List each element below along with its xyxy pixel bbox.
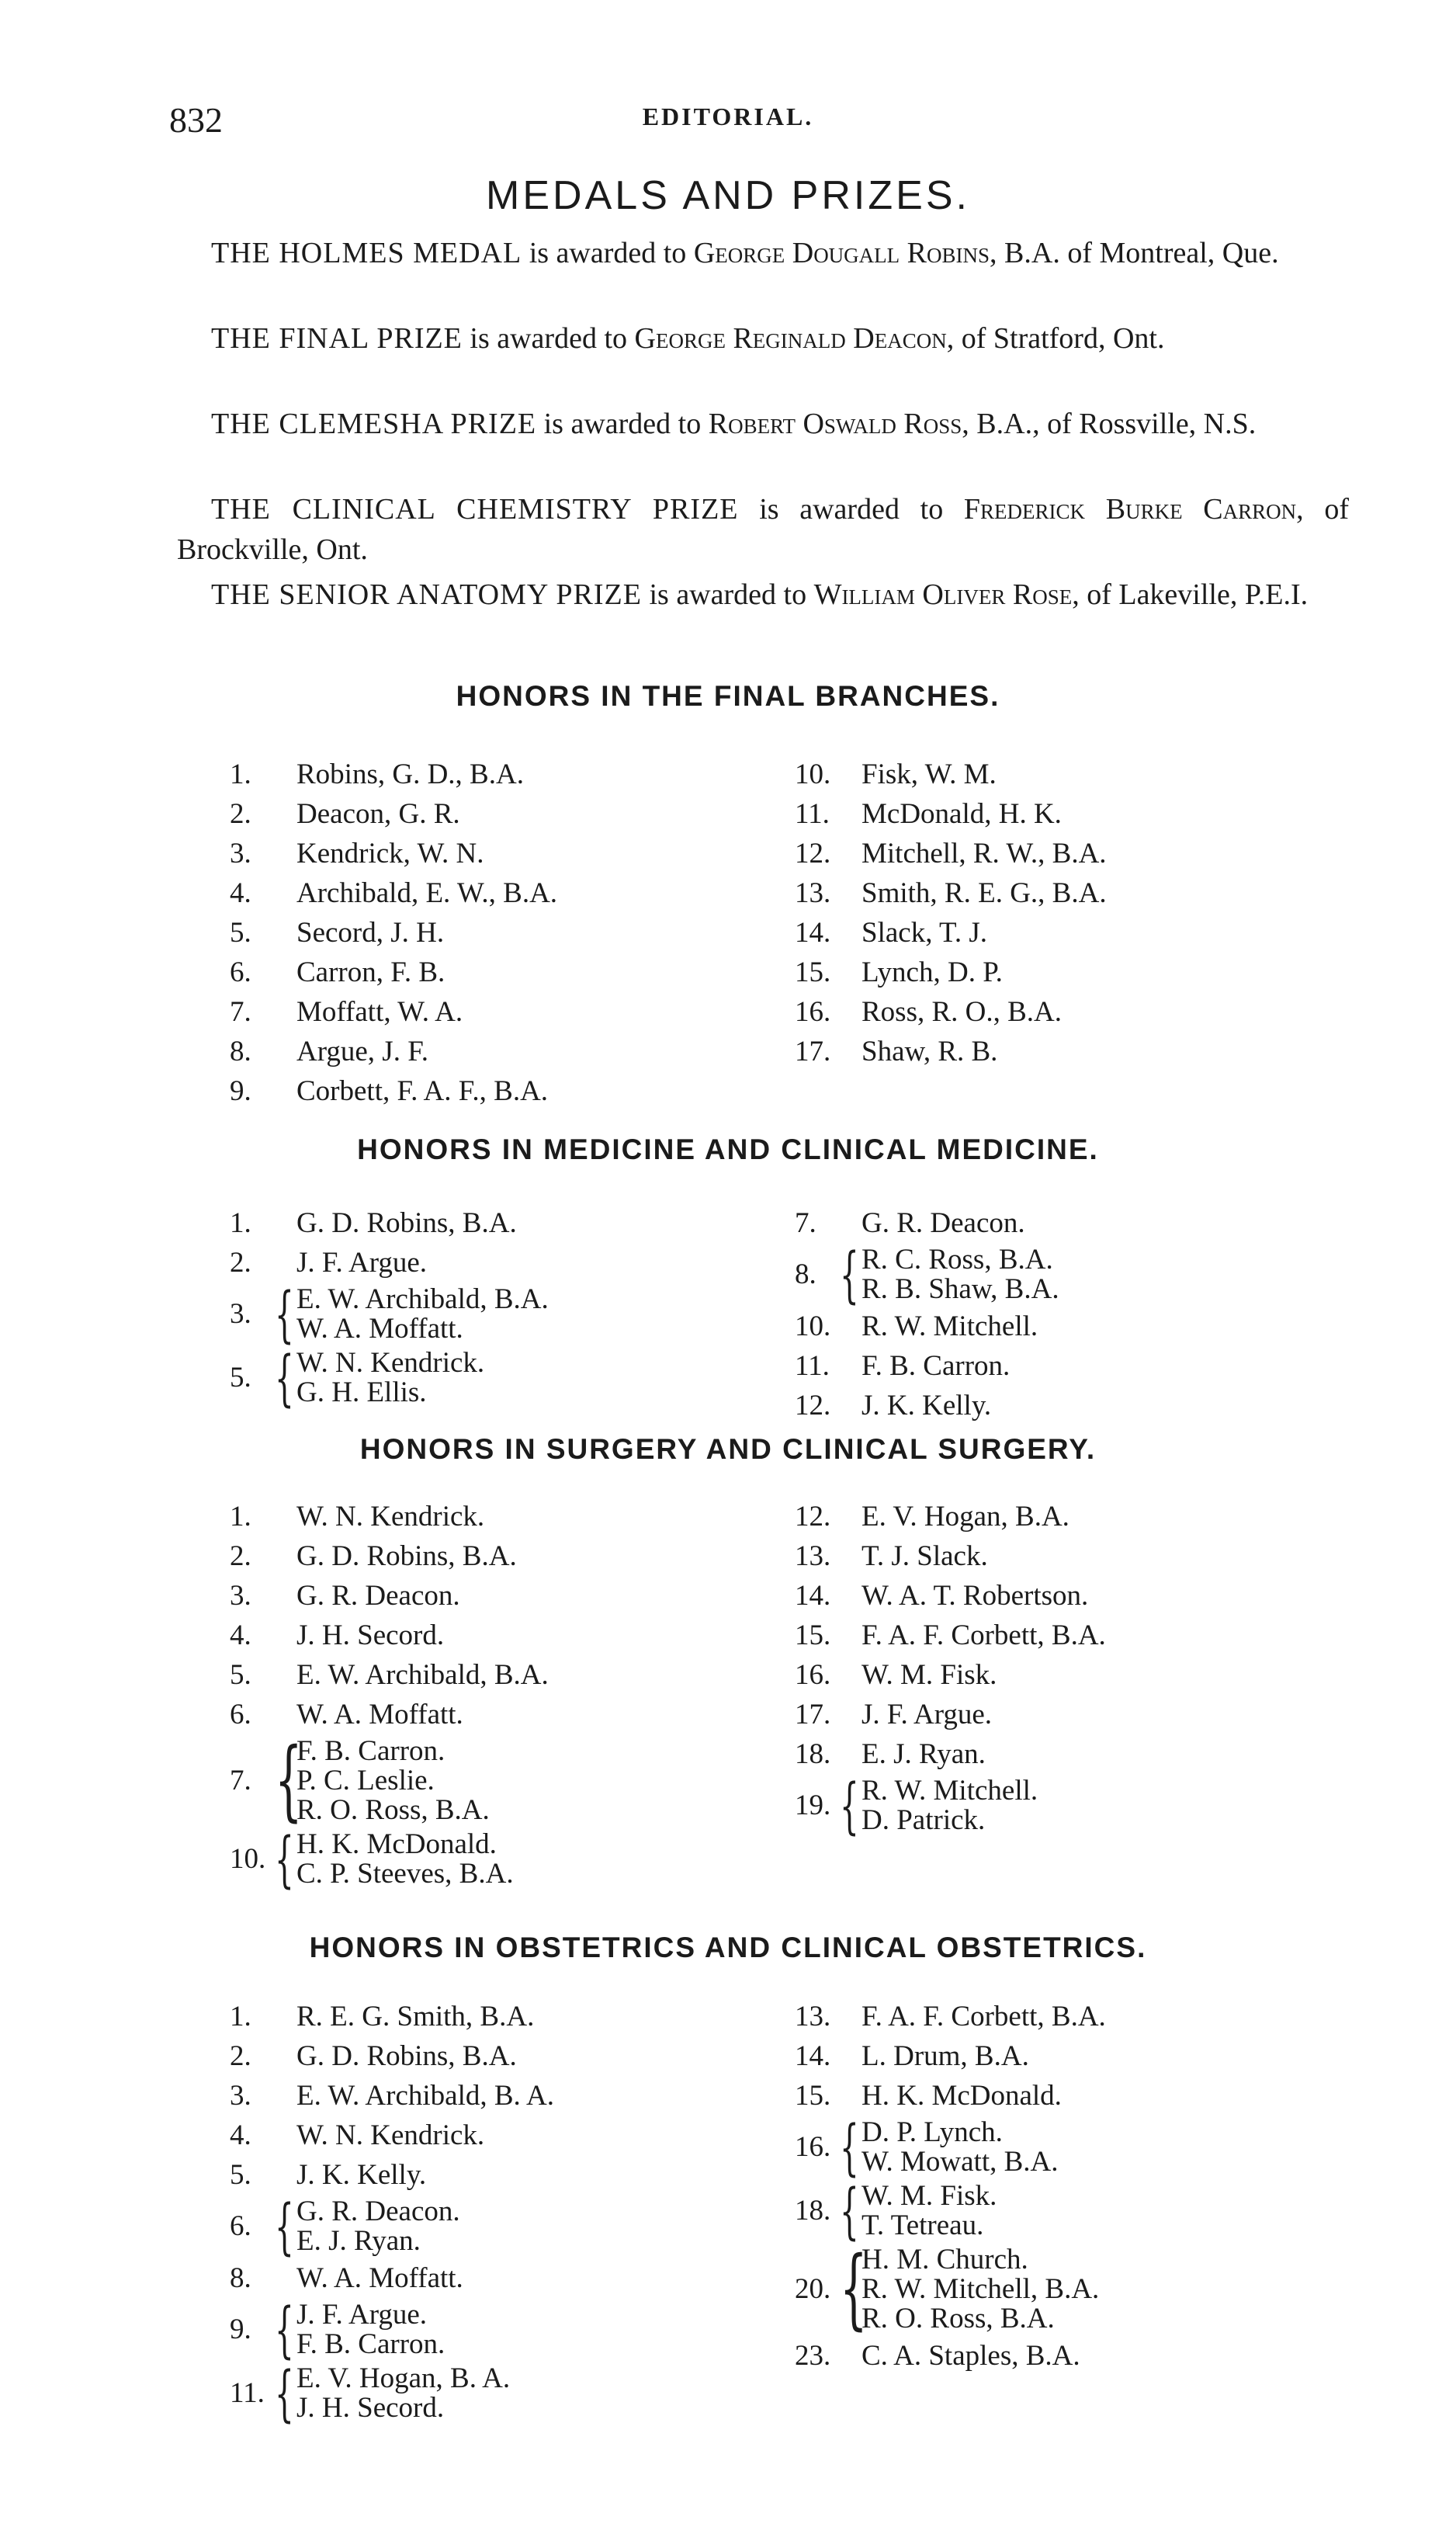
rank-number: 17. [795, 1699, 831, 1730]
ranked-name: R. O. Ross, B.A. [861, 2303, 1055, 2334]
ranked-row [795, 834, 1323, 873]
ranked-row [795, 755, 1323, 794]
ranked-row [230, 2116, 757, 2155]
ranked-name: E. W. Archibald, B.A. [296, 1283, 549, 1315]
ranked-row [230, 1997, 757, 2036]
ranked-name: J. H. Secord. [296, 2392, 445, 2424]
rank-number: 7. [795, 1207, 816, 1239]
ranked-row [795, 1695, 1323, 1734]
ranked-row [230, 992, 757, 1032]
ranked-name: R. C. Ross, B.A. [861, 1244, 1053, 1276]
ranked-group [230, 2192, 757, 2262]
ranked-row [795, 794, 1323, 834]
ranked-row [230, 913, 757, 953]
brace-icon: { [275, 1344, 294, 1414]
rank-number: 11. [230, 2377, 265, 2409]
ranked-name: W. A. Moffatt. [296, 1313, 463, 1345]
ranked-name: McDonald, H. K. [861, 798, 1062, 830]
ranked-name: W. M. Fisk. [861, 1659, 997, 1691]
brace-icon: { [275, 1825, 294, 1895]
rank-number: 15. [795, 956, 831, 988]
rank-number: 17. [795, 1036, 831, 1067]
prize-paragraph [177, 574, 1349, 615]
ranked-row [230, 873, 757, 913]
brace-icon: { [275, 1730, 303, 1831]
ranked-name: W. A. Moffatt. [296, 1699, 463, 1730]
ranked-row [230, 1032, 757, 1071]
prize-rest: , of Lakeville, P.E.I. [1072, 578, 1309, 611]
rank-number: 1. [230, 758, 251, 790]
ranked-row [230, 1497, 757, 1536]
ranked-name: E. J. Ryan. [861, 1738, 986, 1770]
final-left-column [230, 755, 757, 1111]
rank-number: 3. [230, 1580, 251, 1612]
ranked-name: F. A. F. Corbett, B.A. [861, 1619, 1106, 1651]
ranked-name: F. B. Carron. [296, 1735, 445, 1767]
ranked-name: T. Tetreau. [861, 2209, 984, 2241]
running-head: EDITORIAL. [642, 102, 814, 130]
rank-number: 4. [230, 877, 251, 909]
rank-number: 3. [230, 1298, 251, 1330]
ranked-row [230, 1576, 757, 1616]
ranked-row [230, 2258, 757, 2298]
ranked-name: H. M. Church. [861, 2244, 1028, 2275]
prize-winner: Frederick Burke Carron [963, 493, 1297, 526]
rank-number: 10. [795, 758, 831, 790]
ranked-row [230, 1695, 757, 1734]
ranked-name: C. A. Staples, B.A. [861, 2340, 1080, 2372]
prize-rest: , of Stratford, Ont. [946, 322, 1165, 355]
rank-number: 10. [230, 1843, 266, 1875]
ranked-name: J. H. Secord. [296, 1619, 445, 1651]
ranked-group [230, 1825, 757, 1895]
ranked-row [795, 1997, 1323, 2036]
page-title: MEDALS AND PRIZES. [486, 173, 970, 218]
ranked-row [230, 1655, 757, 1695]
ranked-row [795, 1307, 1323, 1346]
rank-number: 9. [230, 1075, 251, 1107]
rank-number: 4. [230, 1619, 251, 1651]
rank-number: 15. [795, 2080, 831, 2112]
rank-number: 6. [230, 956, 251, 988]
ranked-name: L. Drum, B.A. [861, 2040, 1029, 2072]
section-title-surgery: HONORS IN SURGERY AND CLINICAL SURGERY. [359, 1433, 1097, 1465]
prize-paragraph [177, 404, 1349, 444]
brace-icon: { [275, 2192, 294, 2262]
ranked-name: R. W. Mitchell, B.A. [861, 2273, 1100, 2305]
ranked-row [795, 953, 1323, 992]
rank-number: 5. [230, 2159, 251, 2191]
rank-number: 3. [230, 2080, 251, 2112]
brace-icon: { [840, 1241, 859, 1310]
ranked-name: Mitchell, R. W., B.A. [861, 838, 1107, 870]
ranked-group [795, 2177, 1323, 2247]
ranked-name: R. B. Shaw, B.A. [861, 1273, 1059, 1305]
prize-rest: , B.A. of Montreal, Que. [990, 237, 1279, 269]
ranked-name: H. K. McDonald. [296, 1828, 497, 1860]
rank-number: 5. [230, 1659, 251, 1691]
ranked-name: Shaw, R. B. [861, 1036, 998, 1067]
ranked-row [795, 1616, 1323, 1655]
rank-number: 14. [795, 2040, 831, 2072]
rank-number: 18. [795, 1738, 831, 1770]
prize-name: THE CLINICAL CHEMISTRY PRIZE [211, 493, 739, 526]
ranked-group [230, 2296, 757, 2366]
ranked-name: G. D. Robins, B.A. [296, 1207, 517, 1239]
page-header [0, 99, 1456, 146]
prize-name: THE SENIOR ANATOMY PRIZE [211, 578, 642, 611]
ranked-row [795, 1655, 1323, 1695]
ranked-name: W. Mowatt, B.A. [861, 2146, 1059, 2178]
ranked-name: R. W. Mitchell. [861, 1775, 1038, 1807]
prize-winner: Robert Oswald Ross [708, 408, 962, 440]
prize-winner: George Reginald Deacon [634, 322, 947, 355]
ranked-name: J. F. Argue. [861, 1699, 993, 1730]
ranked-name: C. P. Steeves, B.A. [296, 1858, 514, 1890]
ranked-name: Fisk, W. M. [861, 758, 997, 790]
ranked-name: E. V. Hogan, B.A. [861, 1501, 1069, 1533]
prize-text: is awarded to [649, 578, 807, 611]
ranked-name: Corbett, F. A. F., B.A. [296, 1075, 549, 1107]
ranked-row [795, 873, 1323, 913]
ranked-name: Robins, G. D., B.A. [296, 758, 524, 790]
rank-number: 23. [795, 2340, 831, 2372]
ranked-name: F. B. Carron. [861, 1350, 1011, 1382]
prize-paragraph [177, 489, 1349, 570]
ranked-name: J. F. Argue. [296, 2299, 428, 2331]
ranked-row [795, 1032, 1323, 1071]
ranked-row [230, 1616, 757, 1655]
rank-number: 7. [230, 1765, 251, 1796]
prize-text: is awarded to [529, 237, 687, 269]
brace-icon: { [275, 2296, 294, 2366]
rank-number: 11. [795, 1350, 830, 1382]
rank-number: 15. [795, 1619, 831, 1651]
ranked-name: J. K. Kelly. [296, 2159, 427, 2191]
rank-number: 14. [795, 1580, 831, 1612]
ranked-name: H. K. McDonald. [861, 2080, 1062, 2112]
ranked-name: Moffatt, W. A. [296, 996, 463, 1028]
ranked-name: J. K. Kelly. [861, 1390, 992, 1421]
section-title-final: HONORS IN THE FINAL BRANCHES. [456, 680, 1000, 712]
ranked-row [230, 953, 757, 992]
rank-number: 8. [795, 1258, 816, 1290]
rank-number: 16. [795, 996, 831, 1028]
section-title-obstetrics: HONORS IN OBSTETRICS AND CLINICAL OBSTETRICS. [309, 1932, 1147, 1963]
ranked-row [795, 1576, 1323, 1616]
ranked-group [795, 1772, 1323, 1841]
surgery-right-column [795, 1497, 1323, 1841]
ranked-name: W. M. Fisk. [861, 2180, 997, 2212]
rank-number: 2. [230, 1540, 251, 1572]
ranked-row [795, 1734, 1323, 1774]
page-number: 832 [169, 100, 223, 140]
ranked-group [230, 2359, 757, 2429]
ranked-name: Archibald, E. W., B.A. [296, 877, 558, 909]
rank-number: 8. [230, 2262, 251, 2294]
ranked-name: Smith, R. E. G., B.A. [861, 877, 1107, 909]
rank-number: 1. [230, 2001, 251, 2032]
rank-number: 16. [795, 2131, 831, 2163]
brace-icon: { [840, 2113, 859, 2183]
ranked-row [795, 992, 1323, 1032]
rank-number: 5. [230, 917, 251, 949]
ranked-name: G. H. Ellis. [296, 1376, 427, 1408]
rank-number: 1. [230, 1501, 251, 1533]
prize-text: is awarded to [759, 493, 944, 526]
ranked-row [230, 1203, 757, 1243]
rank-number: 8. [230, 1036, 251, 1067]
ranked-name: D. Patrick. [861, 1804, 986, 1836]
ranked-name: F. A. F. Corbett, B.A. [861, 2001, 1106, 2032]
ranked-row [795, 1386, 1323, 1425]
rank-number: 9. [230, 2314, 251, 2345]
ranked-row [230, 755, 757, 794]
rank-number: 2. [230, 798, 251, 830]
ranked-group [795, 2238, 1323, 2339]
prize-rest: , B.A., of Rossville, N.S. [962, 408, 1257, 440]
ranked-row [230, 2076, 757, 2116]
rank-number: 12. [795, 1501, 831, 1533]
ranked-name: Carron, F. B. [296, 956, 445, 988]
prize-name: THE HOLMES MEDAL [211, 237, 522, 269]
ranked-group [230, 1344, 757, 1414]
surgery-left-column [230, 1497, 757, 1895]
ranked-group [795, 1241, 1323, 1310]
brace-icon: { [840, 2177, 859, 2247]
rank-number: 4. [230, 2119, 251, 2151]
obstetrics-right-column [795, 1997, 1323, 2376]
rank-number: 10. [795, 1310, 831, 1342]
ranked-name: E. V. Hogan, B. A. [296, 2362, 511, 2394]
ranked-name: E. W. Archibald, B.A. [296, 1659, 549, 1691]
ranked-row [230, 1071, 757, 1111]
ranked-name: P. C. Leslie. [296, 1765, 435, 1796]
rank-number: 11. [795, 798, 830, 830]
ranked-name: R. E. G. Smith, B.A. [296, 2001, 535, 2032]
ranked-row [230, 2155, 757, 2195]
rank-number: 13. [795, 2001, 831, 2032]
ranked-name: R. O. Ross, B.A. [296, 1794, 490, 1826]
prize-name: THE CLEMESHA PRIZE [211, 408, 537, 440]
brace-icon: { [275, 1280, 294, 1350]
rank-number: 13. [795, 1540, 831, 1572]
ranked-row [795, 2336, 1323, 2376]
section-title-medicine: HONORS IN MEDICINE AND CLINICAL MEDICINE. [357, 1133, 1099, 1165]
ranked-group [795, 2113, 1323, 2183]
ranked-name: W. A. Moffatt. [296, 2262, 463, 2294]
ranked-row [795, 2036, 1323, 2076]
ranked-name: W. N. Kendrick. [296, 1347, 485, 1379]
ranked-name: G. R. Deacon. [296, 2196, 460, 2227]
ranked-name: J. F. Argue. [296, 1247, 428, 1279]
ranked-row [795, 1203, 1323, 1243]
prize-text: is awarded to [470, 322, 628, 355]
medicine-right-column [795, 1203, 1323, 1425]
ranked-name: Argue, J. F. [296, 1036, 429, 1067]
obstetrics-left-column [230, 1997, 757, 2429]
rank-number: 12. [795, 1390, 831, 1421]
prize-paragraph [177, 233, 1349, 273]
rank-number: 2. [230, 1247, 251, 1279]
rank-number: 6. [230, 2210, 251, 2242]
ranked-row [230, 2036, 757, 2076]
prize-winner: William Oliver Rose [813, 578, 1073, 611]
ranked-name: Lynch, D. P. [861, 956, 1003, 988]
ranked-name: G. D. Robins, B.A. [296, 2040, 517, 2072]
ranked-name: G. D. Robins, B.A. [296, 1540, 517, 1572]
ranked-name: W. N. Kendrick. [296, 1501, 485, 1533]
brace-icon: { [275, 2359, 294, 2429]
rank-number: 20. [795, 2273, 831, 2305]
ranked-group [230, 1730, 757, 1831]
rank-number: 12. [795, 838, 831, 870]
ranked-name: Slack, T. J. [861, 917, 988, 949]
ranked-row [230, 1536, 757, 1576]
rank-number: 13. [795, 877, 831, 909]
ranked-name: W. N. Kendrick. [296, 2119, 485, 2151]
rank-number: 1. [230, 1207, 251, 1239]
rank-number: 19. [795, 1789, 831, 1821]
rank-number: 5. [230, 1362, 251, 1394]
prize-rest: , of Brockville, Ont. [177, 493, 1349, 566]
ranked-name: Secord, J. H. [296, 917, 445, 949]
rank-number: 14. [795, 917, 831, 949]
ranked-name: F. B. Carron. [296, 2328, 445, 2360]
rank-number: 7. [230, 996, 251, 1028]
ranked-row [795, 1346, 1323, 1386]
ranked-row [795, 1497, 1323, 1536]
rank-number: 2. [230, 2040, 251, 2072]
ranked-name: Ross, R. O., B.A. [861, 996, 1063, 1028]
ranked-name: E. W. Archibald, B. A. [296, 2080, 554, 2112]
ranked-row [230, 834, 757, 873]
ranked-row [795, 913, 1323, 953]
medicine-left-column [230, 1203, 757, 1414]
ranked-row [795, 1536, 1323, 1576]
ranked-name: R. W. Mitchell. [861, 1310, 1038, 1342]
rank-number: 3. [230, 838, 251, 870]
prize-text: is awarded to [543, 408, 702, 440]
ranked-name: D. P. Lynch. [861, 2116, 1003, 2148]
ranked-group [230, 1280, 757, 1350]
ranked-name: G. R. Deacon. [296, 1580, 460, 1612]
rank-number: 18. [795, 2195, 831, 2227]
rank-number: 16. [795, 1659, 831, 1691]
prize-paragraph [177, 318, 1349, 359]
ranked-name: T. J. Slack. [861, 1540, 988, 1572]
ranked-row [230, 794, 757, 834]
prize-winner: George Dougall Robins [693, 237, 990, 269]
ranked-name: Deacon, G. R. [296, 798, 460, 830]
rank-number: 6. [230, 1699, 251, 1730]
ranked-name: W. A. T. Robertson. [861, 1580, 1089, 1612]
final-right-column [795, 755, 1323, 1071]
ranked-row [795, 2076, 1323, 2116]
brace-icon: { [840, 2238, 868, 2339]
ranked-name: Kendrick, W. N. [296, 838, 484, 870]
brace-icon: { [840, 1772, 859, 1841]
prize-name: THE FINAL PRIZE [211, 322, 463, 355]
ranked-name: G. R. Deacon. [861, 1207, 1025, 1239]
ranked-name: E. J. Ryan. [296, 2225, 421, 2257]
ranked-row [230, 1243, 757, 1283]
